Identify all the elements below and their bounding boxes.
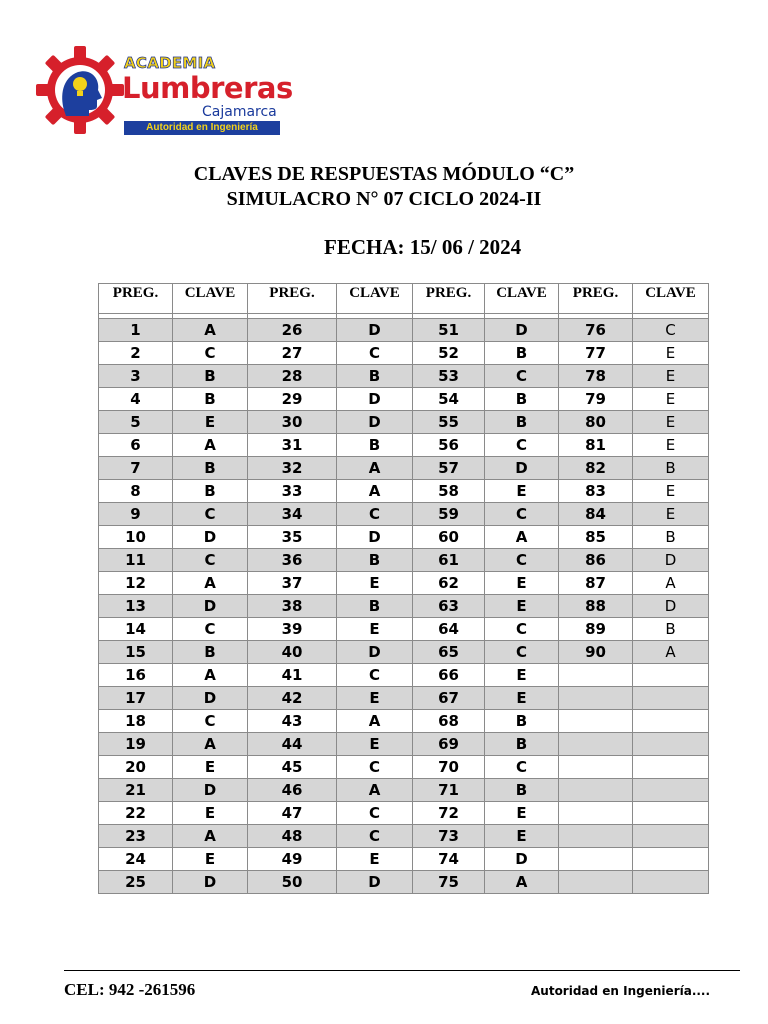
answer-key-cell: C xyxy=(173,342,248,365)
answer-key-cell: A xyxy=(173,664,248,687)
answer-key-cell: C xyxy=(485,503,559,526)
document-title: CLAVES DE RESPUESTAS MÓDULO “C” xyxy=(193,163,575,185)
question-number-cell: 31 xyxy=(248,434,337,457)
question-number-cell xyxy=(559,687,633,710)
question-number-cell: 16 xyxy=(99,664,173,687)
question-number-cell: 36 xyxy=(248,549,337,572)
question-number-cell: 79 xyxy=(559,388,633,411)
answer-key-cell: C xyxy=(173,710,248,733)
header-preg-4: PREG. xyxy=(559,284,633,314)
question-number-cell: 45 xyxy=(248,756,337,779)
question-number-cell: 59 xyxy=(413,503,485,526)
answer-key-cell: B xyxy=(633,618,709,641)
document-subtitle: SIMULACRO N° 07 CICLO 2024-II xyxy=(226,188,542,210)
answer-key-cell: C xyxy=(485,434,559,457)
table-row xyxy=(99,756,709,779)
question-number-cell: 22 xyxy=(99,802,173,825)
table-row xyxy=(99,802,709,825)
question-number-cell: 13 xyxy=(99,595,173,618)
question-number-cell: 1 xyxy=(99,319,173,342)
question-number-cell: 69 xyxy=(413,733,485,756)
table-row xyxy=(99,641,709,664)
question-number-cell: 73 xyxy=(413,825,485,848)
answer-key-cell: B xyxy=(485,411,559,434)
answer-key-cell: B xyxy=(173,480,248,503)
answer-key-cell: E xyxy=(633,434,709,457)
answer-key-cell: E xyxy=(633,503,709,526)
answer-key-cell: E xyxy=(337,687,413,710)
table-row xyxy=(99,871,709,894)
table-row xyxy=(99,848,709,871)
answer-key-cell: E xyxy=(633,411,709,434)
answer-key-cell: A xyxy=(337,710,413,733)
question-number-cell: 49 xyxy=(248,848,337,871)
logo-brand-name: Lumbreras xyxy=(122,71,293,105)
answer-key-cell: B xyxy=(337,549,413,572)
question-number-cell: 50 xyxy=(248,871,337,894)
question-number-cell: 81 xyxy=(559,434,633,457)
question-number-cell: 11 xyxy=(99,549,173,572)
question-number-cell: 61 xyxy=(413,549,485,572)
question-number-cell: 12 xyxy=(99,572,173,595)
question-number-cell: 88 xyxy=(559,595,633,618)
question-number-cell: 48 xyxy=(248,825,337,848)
question-number-cell: 7 xyxy=(99,457,173,480)
table-row xyxy=(99,342,709,365)
answer-key-cell: C xyxy=(337,503,413,526)
answer-key-cell: B xyxy=(337,595,413,618)
answer-key-cell: B xyxy=(337,434,413,457)
answer-key-cell: C xyxy=(173,503,248,526)
question-number-cell xyxy=(559,733,633,756)
answer-key-cell: E xyxy=(485,572,559,595)
answer-key-cell: B xyxy=(173,457,248,480)
table-row xyxy=(99,549,709,572)
gear-head-icon xyxy=(34,44,126,136)
question-number-cell: 85 xyxy=(559,526,633,549)
footer-phone: CEL: 942 -261596 xyxy=(64,980,196,999)
answer-key-cell: C xyxy=(485,365,559,388)
answer-key-cell: B xyxy=(173,388,248,411)
table-row xyxy=(99,365,709,388)
question-number-cell: 78 xyxy=(559,365,633,388)
answer-key-cell: E xyxy=(485,825,559,848)
question-number-cell: 15 xyxy=(99,641,173,664)
question-number-cell: 89 xyxy=(559,618,633,641)
table-row xyxy=(99,388,709,411)
question-number-cell: 53 xyxy=(413,365,485,388)
answer-key-cell xyxy=(633,779,709,802)
question-number-cell: 38 xyxy=(248,595,337,618)
answer-key-cell: C xyxy=(173,549,248,572)
answer-key-cell: A xyxy=(173,572,248,595)
question-number-cell: 40 xyxy=(248,641,337,664)
table-row xyxy=(99,664,709,687)
logo-city: Cajamarca xyxy=(202,104,277,120)
answer-key-cell xyxy=(633,871,709,894)
header-clave-4: CLAVE xyxy=(633,284,709,314)
question-number-cell: 43 xyxy=(248,710,337,733)
academy-logo xyxy=(34,44,293,136)
table-row xyxy=(99,526,709,549)
header-preg-3: PREG. xyxy=(413,284,485,314)
answer-key-cell: A xyxy=(173,434,248,457)
question-number-cell: 58 xyxy=(413,480,485,503)
answer-key-cell: C xyxy=(485,641,559,664)
answer-key-cell: D xyxy=(337,388,413,411)
answer-key-cell: B xyxy=(485,388,559,411)
table-row xyxy=(99,710,709,733)
answer-key-cell: C xyxy=(173,618,248,641)
answer-key-cell: A xyxy=(173,319,248,342)
answer-key-cell: D xyxy=(173,595,248,618)
answer-key-cell: D xyxy=(337,871,413,894)
question-number-cell: 71 xyxy=(413,779,485,802)
question-number-cell: 56 xyxy=(413,434,485,457)
question-number-cell: 65 xyxy=(413,641,485,664)
question-number-cell: 77 xyxy=(559,342,633,365)
answer-key-cell xyxy=(633,664,709,687)
table-row xyxy=(99,825,709,848)
answer-key-cell: D xyxy=(337,319,413,342)
table-row xyxy=(99,411,709,434)
header-clave-1: CLAVE xyxy=(173,284,248,314)
answer-key-cell: C xyxy=(337,802,413,825)
question-number-cell: 42 xyxy=(248,687,337,710)
footer-divider xyxy=(64,970,740,971)
table-row xyxy=(99,572,709,595)
answer-key-cell: E xyxy=(633,480,709,503)
answer-key-cell: D xyxy=(173,871,248,894)
answer-key-cell: A xyxy=(485,526,559,549)
answer-key-cell: B xyxy=(173,365,248,388)
question-number-cell: 26 xyxy=(248,319,337,342)
question-number-cell: 84 xyxy=(559,503,633,526)
answer-key-table xyxy=(98,283,709,894)
question-number-cell: 19 xyxy=(99,733,173,756)
question-number-cell: 87 xyxy=(559,572,633,595)
question-number-cell: 25 xyxy=(99,871,173,894)
logo-academia-text: ACADEMIA xyxy=(124,54,216,72)
question-number-cell: 6 xyxy=(99,434,173,457)
question-number-cell: 86 xyxy=(559,549,633,572)
answer-key-cell xyxy=(633,687,709,710)
question-number-cell: 74 xyxy=(413,848,485,871)
header-preg-1: PREG. xyxy=(99,284,173,314)
question-number-cell: 27 xyxy=(248,342,337,365)
question-number-cell: 30 xyxy=(248,411,337,434)
question-number-cell: 10 xyxy=(99,526,173,549)
answer-key-cell: E xyxy=(633,342,709,365)
answer-key-cell: A xyxy=(173,733,248,756)
table-row xyxy=(99,595,709,618)
answer-table-body xyxy=(99,314,709,894)
answer-key-cell: D xyxy=(633,595,709,618)
answer-key-cell: A xyxy=(337,480,413,503)
question-number-cell: 3 xyxy=(99,365,173,388)
answer-key-cell: D xyxy=(337,641,413,664)
question-number-cell: 66 xyxy=(413,664,485,687)
answer-key-cell: C xyxy=(337,664,413,687)
question-number-cell: 37 xyxy=(248,572,337,595)
question-number-cell: 76 xyxy=(559,319,633,342)
question-number-cell: 68 xyxy=(413,710,485,733)
answer-key-cell: C xyxy=(337,825,413,848)
question-number-cell: 14 xyxy=(99,618,173,641)
answer-key-cell xyxy=(633,756,709,779)
question-number-cell: 18 xyxy=(99,710,173,733)
answer-key-cell: D xyxy=(337,526,413,549)
answer-key-cell: D xyxy=(173,779,248,802)
question-number-cell xyxy=(559,779,633,802)
table-row xyxy=(99,480,709,503)
question-number-cell: 46 xyxy=(248,779,337,802)
answer-key-cell: E xyxy=(485,687,559,710)
answer-key-cell: E xyxy=(485,480,559,503)
answer-key-cell: E xyxy=(337,572,413,595)
question-number-cell: 24 xyxy=(99,848,173,871)
question-number-cell xyxy=(559,710,633,733)
table-row xyxy=(99,779,709,802)
answer-key-cell: E xyxy=(337,618,413,641)
question-number-cell: 60 xyxy=(413,526,485,549)
answer-key-cell: E xyxy=(173,802,248,825)
table-row xyxy=(99,457,709,480)
answer-key-cell: B xyxy=(173,641,248,664)
question-number-cell: 21 xyxy=(99,779,173,802)
question-number-cell: 23 xyxy=(99,825,173,848)
question-number-cell: 82 xyxy=(559,457,633,480)
question-number-cell: 57 xyxy=(413,457,485,480)
question-number-cell xyxy=(559,664,633,687)
question-number-cell xyxy=(559,871,633,894)
question-number-cell: 4 xyxy=(99,388,173,411)
answer-key-cell xyxy=(633,710,709,733)
question-number-cell: 8 xyxy=(99,480,173,503)
answer-key-cell: A xyxy=(633,641,709,664)
answer-key-cell: A xyxy=(633,572,709,595)
answer-key-cell: E xyxy=(173,756,248,779)
question-number-cell: 20 xyxy=(99,756,173,779)
question-number-cell: 52 xyxy=(413,342,485,365)
question-number-cell: 32 xyxy=(248,457,337,480)
answer-key-cell: A xyxy=(337,457,413,480)
question-number-cell: 35 xyxy=(248,526,337,549)
answer-key-cell: A xyxy=(173,825,248,848)
question-number-cell: 33 xyxy=(248,480,337,503)
answer-key-cell xyxy=(633,733,709,756)
answer-key-cell: C xyxy=(337,756,413,779)
answer-key-cell: E xyxy=(633,365,709,388)
answer-key-cell: C xyxy=(485,549,559,572)
answer-key-cell: E xyxy=(485,595,559,618)
answer-key-cell: D xyxy=(173,687,248,710)
question-number-cell: 70 xyxy=(413,756,485,779)
document-date: FECHA: 15/ 06 / 2024 xyxy=(324,235,522,259)
answer-key-cell: B xyxy=(485,733,559,756)
answer-key-cell: B xyxy=(485,342,559,365)
question-number-cell: 62 xyxy=(413,572,485,595)
table-row xyxy=(99,434,709,457)
answer-key-cell: A xyxy=(485,871,559,894)
answer-key-cell: E xyxy=(485,802,559,825)
question-number-cell: 39 xyxy=(248,618,337,641)
question-number-cell: 90 xyxy=(559,641,633,664)
table-row xyxy=(99,733,709,756)
answer-key-cell xyxy=(633,825,709,848)
question-number-cell: 67 xyxy=(413,687,485,710)
question-number-cell: 51 xyxy=(413,319,485,342)
table-row xyxy=(99,503,709,526)
answer-key-cell: C xyxy=(485,756,559,779)
answer-key-cell: B xyxy=(485,710,559,733)
question-number-cell: 75 xyxy=(413,871,485,894)
question-number-cell: 63 xyxy=(413,595,485,618)
answer-key-cell: D xyxy=(337,411,413,434)
question-number-cell: 9 xyxy=(99,503,173,526)
question-number-cell: 34 xyxy=(248,503,337,526)
answer-key-cell: C xyxy=(633,319,709,342)
question-number-cell: 47 xyxy=(248,802,337,825)
answer-key-cell: D xyxy=(485,848,559,871)
answer-key-cell: B xyxy=(337,365,413,388)
answer-key-cell: B xyxy=(485,779,559,802)
question-number-cell: 72 xyxy=(413,802,485,825)
answer-key-cell: D xyxy=(485,457,559,480)
answer-key-cell xyxy=(633,802,709,825)
question-number-cell: 64 xyxy=(413,618,485,641)
answer-key-cell: E xyxy=(173,848,248,871)
answer-key-cell: B xyxy=(633,526,709,549)
table-row xyxy=(99,319,709,342)
answer-key-cell: C xyxy=(337,342,413,365)
answer-key-cell: E xyxy=(633,388,709,411)
question-number-cell: 55 xyxy=(413,411,485,434)
answer-key-cell: C xyxy=(485,618,559,641)
question-number-cell: 41 xyxy=(248,664,337,687)
table-row xyxy=(99,687,709,710)
answer-key-cell: E xyxy=(485,664,559,687)
question-number-cell xyxy=(559,802,633,825)
answer-key-cell: B xyxy=(633,457,709,480)
question-number-cell: 83 xyxy=(559,480,633,503)
table-header-row xyxy=(99,284,709,314)
answer-key-cell: E xyxy=(173,411,248,434)
question-number-cell xyxy=(559,848,633,871)
header-preg-2: PREG. xyxy=(248,284,337,314)
answer-key-cell xyxy=(633,848,709,871)
question-number-cell xyxy=(559,825,633,848)
question-number-cell: 80 xyxy=(559,411,633,434)
question-number-cell: 28 xyxy=(248,365,337,388)
header-clave-3: CLAVE xyxy=(485,284,559,314)
logo-tagline: Autoridad en Ingeniería xyxy=(124,121,280,135)
answer-key-cell: D xyxy=(173,526,248,549)
question-number-cell: 2 xyxy=(99,342,173,365)
header-clave-2: CLAVE xyxy=(337,284,413,314)
footer-motto: Autoridad en Ingeniería.... xyxy=(531,984,711,998)
question-number-cell: 17 xyxy=(99,687,173,710)
answer-key-cell: D xyxy=(485,319,559,342)
answer-key-cell: E xyxy=(337,848,413,871)
answer-key-cell: E xyxy=(337,733,413,756)
question-number-cell: 29 xyxy=(248,388,337,411)
question-number-cell: 44 xyxy=(248,733,337,756)
answer-key-cell: A xyxy=(337,779,413,802)
question-number-cell xyxy=(559,756,633,779)
answer-key-cell: D xyxy=(633,549,709,572)
question-number-cell: 54 xyxy=(413,388,485,411)
table-row xyxy=(99,618,709,641)
question-number-cell: 5 xyxy=(99,411,173,434)
